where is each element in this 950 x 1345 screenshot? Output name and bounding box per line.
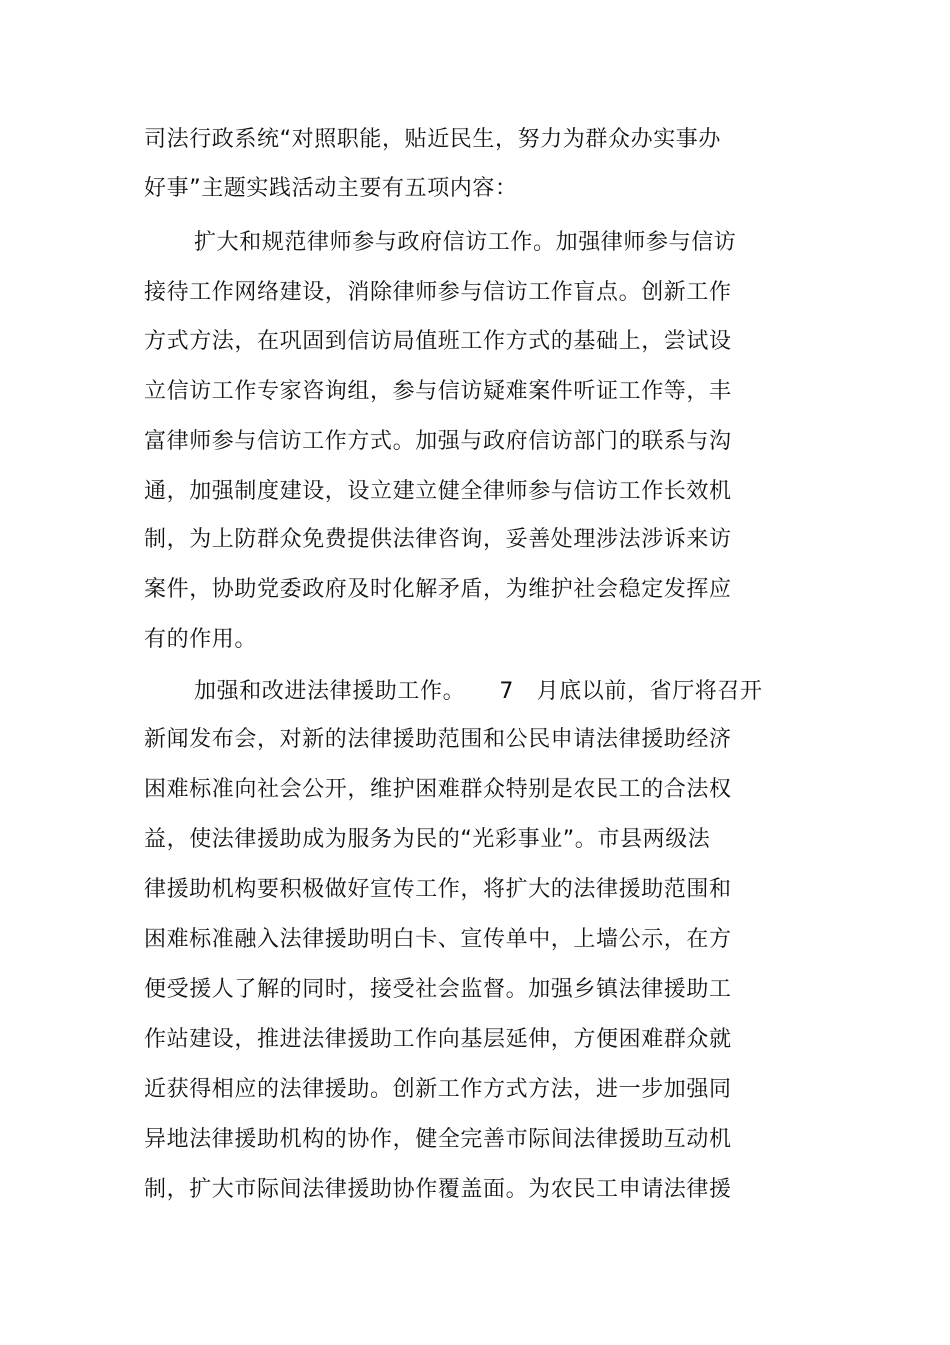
text-line-20: 近获得相应的法律援助。创新工作方式方法，进一步加强同 xyxy=(144,1077,732,1102)
text-line-10: 案件，协助党委政府及时化解矛盾，为维护社会稳定发挥应 xyxy=(144,577,732,602)
text-line-8: 通，加强制度建设，设立建立健全律师参与信访工作长效机 xyxy=(144,479,732,504)
text-line-11: 有的作用。 xyxy=(144,627,258,652)
text-line-12: 加强和改进法律援助工作。 7 月底以前，省厅将召开 xyxy=(194,679,763,704)
text-line-9: 制，为上防群众免费提供法律咨询，妥善处理涉法涉诉来访 xyxy=(144,527,732,552)
text-line-17: 困难标准融入法律援助明白卡、宣传单中，上墙公示，在方 xyxy=(144,927,732,952)
text-line-15: 益，使法律援助成为服务为民的“光彩事业”。市县两级法 xyxy=(144,827,711,852)
text-line-13: 新闻发布会，对新的法律援助范围和公民申请法律援助经济 xyxy=(144,727,732,752)
text-line-3: 扩大和规范律师参与政府信访工作。加强律师参与信访 xyxy=(194,230,737,255)
text-line-5: 方式方法，在巩固到信访局值班工作方式的基础上，尝试设 xyxy=(144,329,732,354)
text-line-14: 困难标准向社会公开，维护困难群众特别是农民工的合法权 xyxy=(144,777,732,802)
text-line-1: 司法行政系统“对照职能，贴近民生，努力为群众办实事办 xyxy=(144,127,721,152)
text-line-4: 接待工作网络建设，消除律师参与信访工作盲点。创新工作 xyxy=(144,280,732,305)
text-line-7: 富律师参与信访工作方式。加强与政府信访部门的联系与沟 xyxy=(144,429,732,454)
text-line-2: 好事”主题实践活动主要有五项内容： xyxy=(144,176,518,201)
text-line-21: 异地法律援助机构的协作，健全完善市际间法律援助互动机 xyxy=(144,1127,732,1152)
text-line-16: 律援助机构要积极做好宣传工作，将扩大的法律援助范围和 xyxy=(144,877,732,902)
text-line-19: 作站建设，推进法律援助工作向基层延伸，方便困难群众就 xyxy=(144,1027,732,1052)
text-line-22: 制，扩大市际间法律援助协作覆盖面。为农民工申请法律援 xyxy=(144,1177,732,1202)
text-line-18: 便受援人了解的同时，接受社会监督。加强乡镇法律援助工 xyxy=(144,977,732,1002)
text-line-6: 立信访工作专家咨询组，参与信访疑难案件听证工作等，丰 xyxy=(144,379,732,404)
